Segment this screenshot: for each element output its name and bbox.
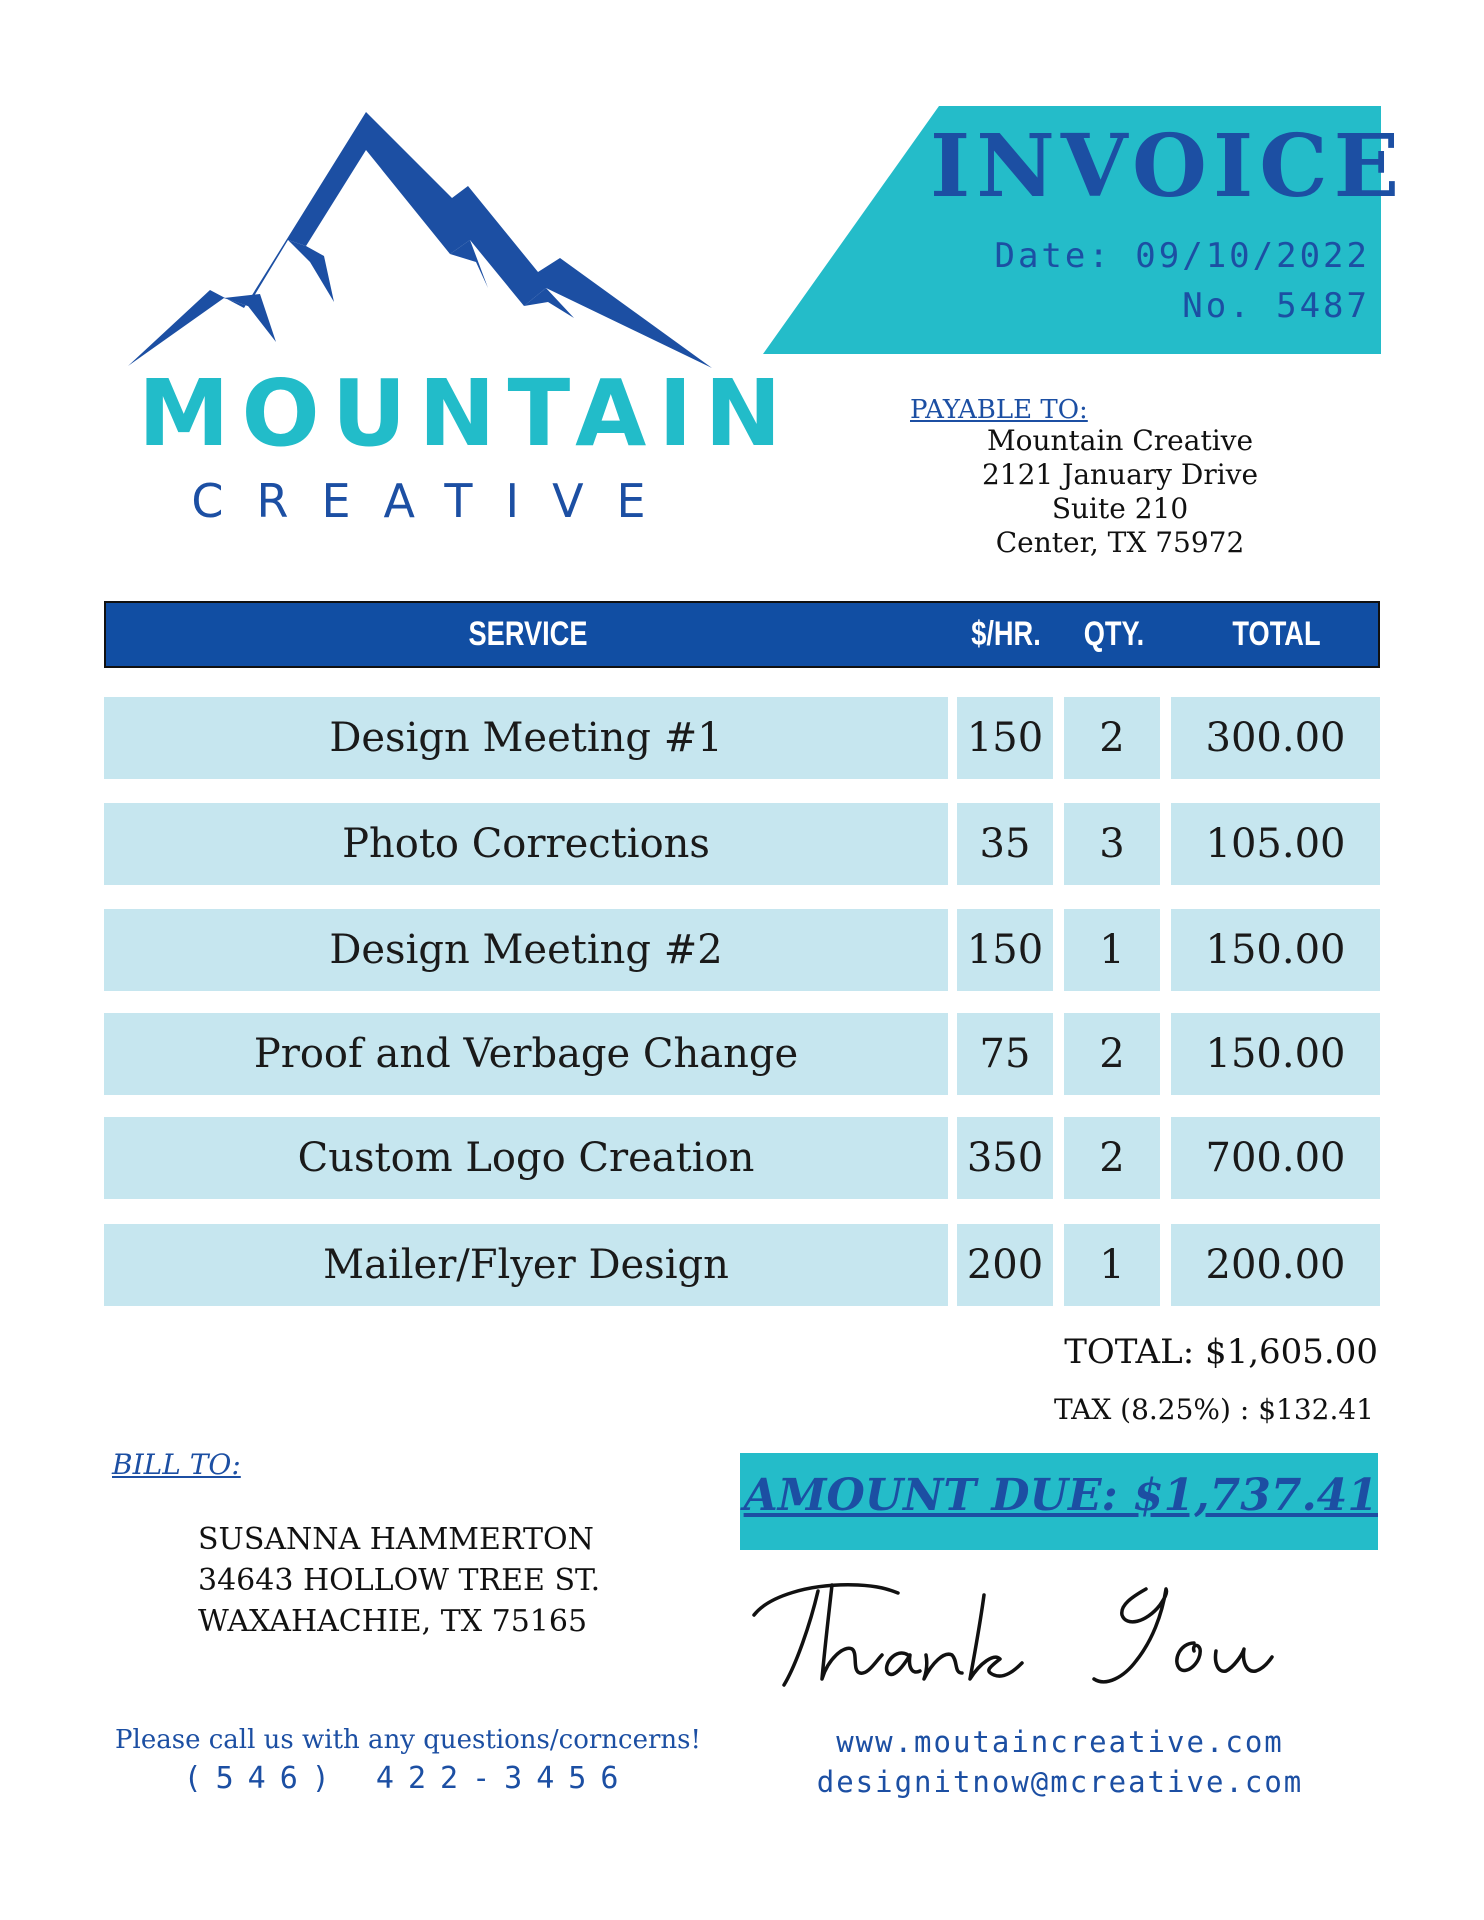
payable-address [920, 424, 1320, 560]
footer-phone[interactable]: (546) 422-3456 [183, 1761, 633, 1796]
row-service: Proof and Verbage Change [104, 1013, 948, 1095]
row-qty: 1 [1064, 1224, 1160, 1306]
row-rate: 200 [957, 1224, 1053, 1306]
row-qty: 2 [1064, 1117, 1160, 1199]
row-service: Mailer/Flyer Design [104, 1224, 948, 1306]
row-service: Design Meeting #1 [104, 697, 948, 779]
row-service: Photo Corrections [104, 803, 948, 885]
row-rate: 150 [957, 697, 1053, 779]
row-rate: 35 [957, 803, 1053, 885]
tax-line: TAX (8.25%) : $132.41 [1053, 1393, 1374, 1426]
row-total: 300.00 [1171, 697, 1380, 779]
row-service: Custom Logo Creation [104, 1117, 948, 1199]
logo-subtitle: CREATIVE [191, 474, 679, 528]
row-total: 150.00 [1171, 1013, 1380, 1095]
invoice-title: INVOICE [930, 116, 1406, 217]
row-rate: 150 [957, 909, 1053, 991]
footer-contact [740, 1722, 1380, 1802]
payable-label: PAYABLE TO: [910, 395, 1088, 425]
payable-line: 2121 January Drive [981, 458, 1259, 491]
bill-to-label: BILL TO: [112, 1448, 241, 1481]
row-service: Design Meeting #2 [104, 909, 948, 991]
total-line: TOTAL: $1,605.00 [1064, 1332, 1378, 1372]
row-total: 200.00 [1171, 1224, 1380, 1306]
bill-to-line: WAXAHACHIE, TX 75165 [198, 1604, 588, 1639]
logo-wordmark: MOUNTAIN [138, 360, 794, 467]
row-total: 150.00 [1171, 909, 1380, 991]
header-qty: QTY. [1083, 615, 1145, 653]
payable-line: Mountain Creative [986, 424, 1254, 457]
row-total: 105.00 [1171, 803, 1380, 885]
bill-to-address [198, 1519, 600, 1642]
row-rate: 350 [957, 1117, 1053, 1199]
header-service: SERVICE [468, 615, 588, 653]
logo-mountain-icon [128, 112, 712, 372]
footer-website-link[interactable]: www.moutaincreative.com [836, 1725, 1284, 1759]
invoice-date: Date: 09/10/2022 [994, 236, 1370, 276]
row-total: 700.00 [1171, 1117, 1380, 1199]
bill-to-line: 34643 HOLLOW TREE ST. [198, 1563, 601, 1598]
table-header [104, 601, 1380, 668]
header-total: TOTAL [1232, 615, 1321, 653]
row-rate: 75 [957, 1013, 1053, 1095]
amount-due: AMOUNT DUE: $1,737.41 [743, 1470, 1378, 1521]
header-rate: $/HR. [971, 615, 1041, 653]
row-qty: 2 [1064, 697, 1160, 779]
row-qty: 3 [1064, 803, 1160, 885]
bill-to-line: SUSANNA HAMMERTON [198, 1522, 594, 1557]
footer-note: Please call us with any questions/corncerns! [115, 1725, 701, 1755]
payable-line: Center, TX 75972 [995, 526, 1245, 559]
invoice-number: No. 5487 [1182, 286, 1370, 326]
thank-you-signature [748, 1575, 1368, 1695]
footer-email-link[interactable]: designitnow@mcreative.com [816, 1765, 1304, 1799]
row-qty: 1 [1064, 909, 1160, 991]
payable-line: Suite 210 [1051, 492, 1189, 525]
row-qty: 2 [1064, 1013, 1160, 1095]
